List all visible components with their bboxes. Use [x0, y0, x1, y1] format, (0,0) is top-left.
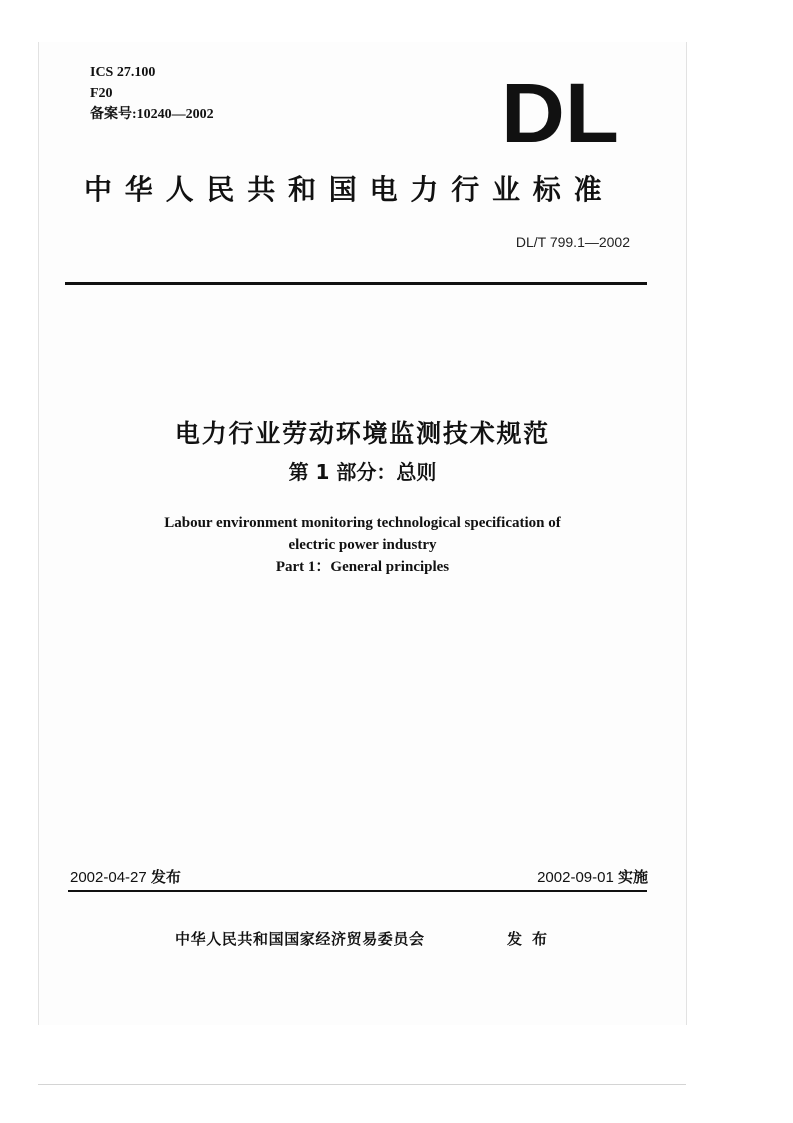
- standard-title: 中华人民共和国电力行业标准: [84, 173, 615, 206]
- document-title-cn: 电力行业劳动环境监测技术规范: [174, 419, 551, 448]
- effective-label: 实施: [617, 868, 648, 886]
- document-page: [38, 42, 687, 1025]
- publish-date-block: [70, 866, 181, 887]
- title-en-line-3: Part 1：General principles: [275, 559, 450, 575]
- effective-date: 2002-09-01: [537, 869, 614, 886]
- ics-code: ICS 27.100: [90, 65, 156, 80]
- header-divider: [65, 282, 647, 285]
- issuer-action: 发布: [507, 930, 558, 948]
- dl-logo: [501, 80, 619, 144]
- issuer-name: 中华人民共和国国家经济贸易委员会: [175, 930, 425, 948]
- classification-code: F20: [90, 86, 113, 101]
- publish-date: 2002-04-27: [70, 869, 147, 886]
- document-title-en: [39, 512, 686, 578]
- filing-number: 备案号:10240—2002: [90, 107, 214, 122]
- page-bottom-line: [38, 1084, 686, 1085]
- footer-divider: [68, 890, 647, 892]
- dl-logo-text: DL: [501, 80, 619, 144]
- standard-number: DL/T 799.1—2002: [515, 234, 630, 250]
- title-en-line-1: Labour environment monitoring technological specification of: [164, 515, 561, 531]
- document-subtitle-cn: 第 1 部分：总则: [288, 460, 437, 484]
- title-en-line-2: electric power industry: [288, 537, 437, 553]
- effective-date-block: [537, 866, 648, 887]
- header-meta: [90, 62, 214, 125]
- publish-label: 发布: [150, 868, 181, 886]
